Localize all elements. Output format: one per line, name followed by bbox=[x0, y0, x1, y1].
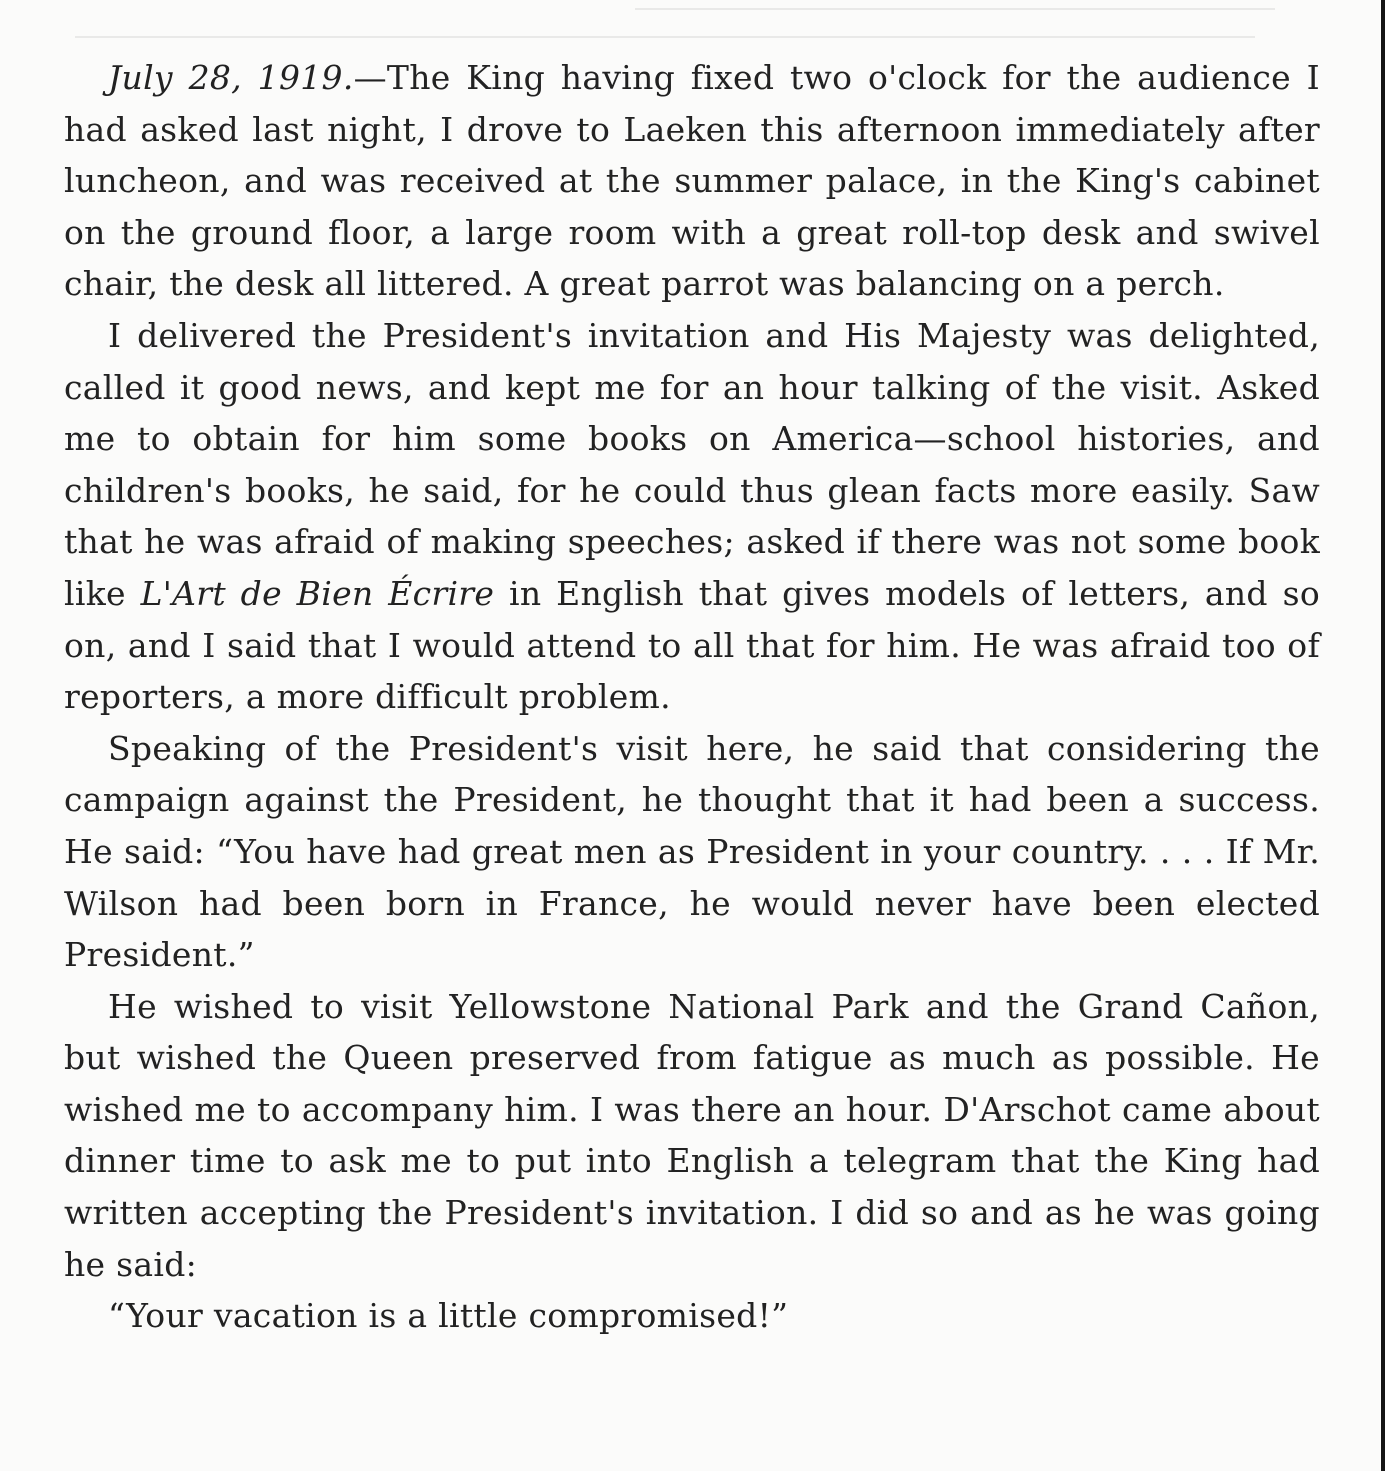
paragraph-5 bbox=[64, 1290, 1320, 1342]
paragraph-text: I delivered the President's invitation and His Majesty was delighted, called it good news, and kept me for an hour talking of the visit. Asked me to obtain for him some books on America—school histories, and children's books, he said, for he could thus glean facts more easily. Saw that he was afraid of making speeches; asked if there was not some book like bbox=[64, 315, 1320, 613]
show-through-text bbox=[75, 0, 1325, 60]
page-edge-shadow bbox=[1381, 0, 1385, 1471]
paragraph-text: He wished to visit Yellowstone National Park and the Grand Cañon, but wished the Queen preserved from fatigue as much as possible. He wished me to accompany him. I was there an hour. D'Arschot came about dinner time to ask me to put into English a telegram that the King had written accepting the President's invitation. I did so and as he was going he said: bbox=[64, 986, 1320, 1284]
paragraph-text: “Your vacation is a little compromised!” bbox=[108, 1296, 789, 1336]
paragraph-text: —The King having fixed two o'clock for the audience I had asked last night, I drove to Laeken this afternoon immediately after luncheon, and was received at the summer palace, in the King's cabinet on the ground floor, a large room with a great roll-top desk and swivel chair, the desk all littered. A great parrot was balancing on a perch. bbox=[64, 58, 1320, 304]
paragraph-text: in English that gives models of letters, and so on, and I said that I would attend to all that for him. He was afraid too of reporters, a more difficult problem. bbox=[64, 573, 1320, 717]
paragraph-2 bbox=[64, 310, 1320, 723]
book-title: L'Art de Bien Écrire bbox=[140, 573, 495, 613]
paragraph-1 bbox=[64, 52, 1320, 310]
dateline: July 28, 1919. bbox=[108, 58, 354, 97]
paragraph-3 bbox=[64, 723, 1320, 981]
body-text bbox=[64, 52, 1320, 1342]
paragraph-text: Speaking of the President's visit here, he said that considering the campaign against the President, he thought that it had been a success. He said: “You have had great men as President in your country. . . . If Mr. Wilson had been born in France, he would never have been elected President.” bbox=[64, 728, 1320, 975]
paragraph-4 bbox=[64, 981, 1320, 1291]
